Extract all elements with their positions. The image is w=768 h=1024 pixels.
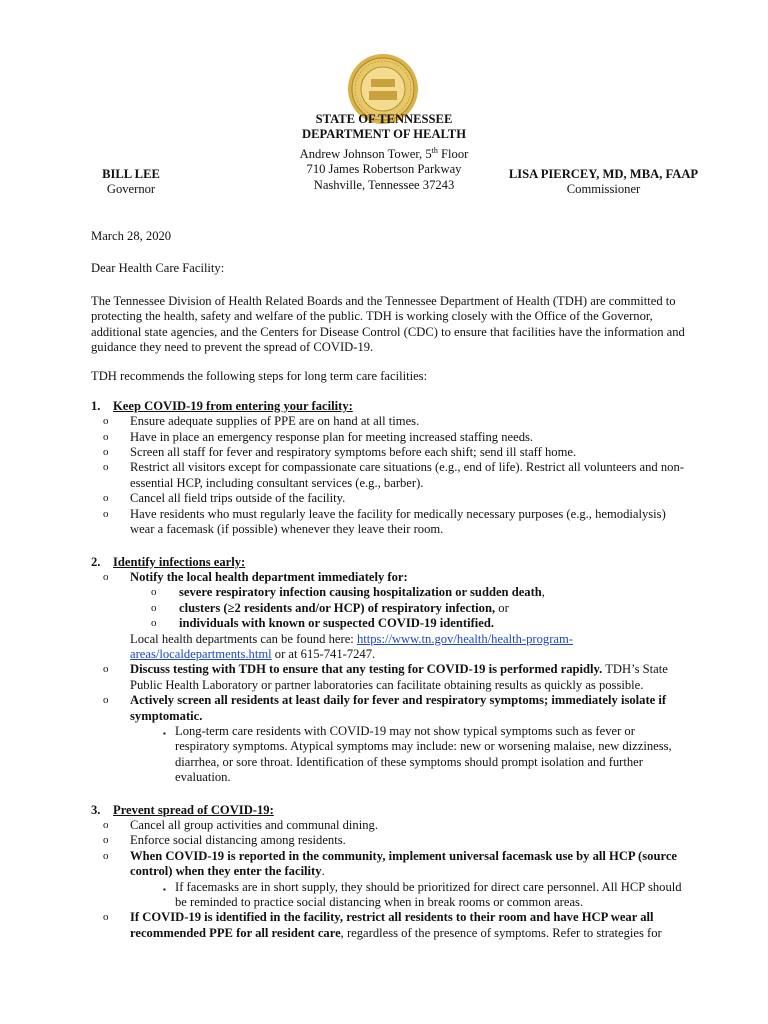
list-item: o Actively screen all residents at least daily for fever and respiratory symptoms; immediately isolate if symptomatic. xyxy=(103,693,667,723)
sub-list-item: o severe respiratory infection causing hospitalization or sudden death, xyxy=(151,585,545,600)
address-line-1: Andrew Johnson Tower, 5th Floor xyxy=(299,145,469,161)
section-3-heading: 3. Prevent spread of COVID-19: xyxy=(91,802,274,817)
local-departments-link[interactable]: https://www.tn.gov/health/health-program-areas/localdepartments.html xyxy=(130,631,573,661)
address-line-3: Nashville, Tennessee 37243 xyxy=(313,177,455,192)
sub-list-item: o clusters (≥2 residents and/or HCP) of respiratory infection, or xyxy=(151,600,509,615)
governor-name: BILL LEE xyxy=(102,167,160,181)
list-item: o Screen all staff for fever and respiratory symptoms before each shift; send ill staff home. xyxy=(103,445,577,460)
local-health-departments-note: Local health departments can be found here: https://www.tn.gov/health/health-program-areas/localdepartments.html or at 615-741-7247. xyxy=(130,631,573,661)
list-item: o If COVID-19 is identified in the facility, restrict all residents to their room and have HCP wear all recommended PPE for all resident care, regardless of the presence of symptoms. Refer to strategies for xyxy=(103,910,662,940)
letter-body xyxy=(91,229,691,941)
state-name: STATE OF TENNESSEE xyxy=(315,112,453,126)
intro-paragraph: The Tennessee Division of Health Related Boards and the Tennessee Department of Health (TDH) are committed to protecting the health, safety and welfare of the public. TDH is working closely with the Office of the Governor, additional state agencies, and the Centers for Disease Control (CDC) to ensure that facilities have the information and guidance they need to prevent the spread of COVID-19. xyxy=(91,293,685,355)
list-item: o Have residents who must regularly leave the facility for medically necessary purposes (e.g., hemodialysis) wear a facemask (if possible) whenever they leave their room. xyxy=(103,506,666,537)
commissioner-name: LISA PIERCEY, MD, MBA, FAAP xyxy=(508,167,699,181)
department-name: DEPARTMENT OF HEALTH xyxy=(301,127,466,142)
sub-list-item: ▪ Long-term care residents with COVID-19 may not show typical symptoms such as fever or respiratory symptoms. Atypical symptoms may include: new or worsening malaise, new dizziness, diarrhea, or sore throat. Identification of these symptoms should prompt isolation and further evaluation. xyxy=(163,723,672,785)
letter-date: March 28, 2020 xyxy=(91,229,172,243)
letterhead-address xyxy=(234,112,534,193)
governor-block xyxy=(101,167,161,198)
list-item: o Cancel all group activities and communal dining. xyxy=(103,818,378,832)
list-item: o Have in place an emergency response plan for meeting increased staffing needs. xyxy=(103,429,534,444)
salutation: Dear Health Care Facility: xyxy=(91,261,225,276)
list-item: o Ensure adequate supplies of PPE are on hand at all times. xyxy=(103,414,420,429)
list-item: o Enforce social distancing among residents. xyxy=(103,833,346,848)
commissioner-block xyxy=(506,167,701,198)
governor-title: Governor xyxy=(106,182,156,197)
list-item: o Restrict all visitors except for compassionate care situations (e.g., end of life). Restrict all volunteers and non-essential HCP, including consultant services (e.g., barber). xyxy=(103,460,684,490)
list-item: o Notify the local health department immediately for: xyxy=(103,569,408,584)
list-item: o When COVID-19 is reported in the community, implement universal facemask use by all HCP (source control) when they enter the facility. xyxy=(103,848,677,879)
list-item: o Discuss testing with TDH to ensure that any testing for COVID-19 is performed rapidly. TDH’s State Public Health Laboratory or partner laboratories can facilitate obtaining results as quickly as possible. xyxy=(103,662,668,692)
address-line-2: 710 James Robertson Parkway xyxy=(306,162,462,177)
sub-list-item: o individuals with known or suspected COVID-19 identified. xyxy=(151,616,495,631)
recommendations-intro: TDH recommends the following steps for long term care facilities: xyxy=(91,369,428,384)
section-2-heading: 2. Identify infections early: xyxy=(91,554,246,569)
list-item: o Cancel all field trips outside of the facility. xyxy=(103,491,346,506)
sub-list-item: ▪ If facemasks are in short supply, they should be prioritized for direct care personnel. All HCP should be reminded to practice social distancing when in break rooms or common areas. xyxy=(163,879,682,910)
section-1-heading: 1. Keep COVID-19 from entering your facility: xyxy=(91,398,353,413)
commissioner-title: Commissioner xyxy=(566,182,641,197)
